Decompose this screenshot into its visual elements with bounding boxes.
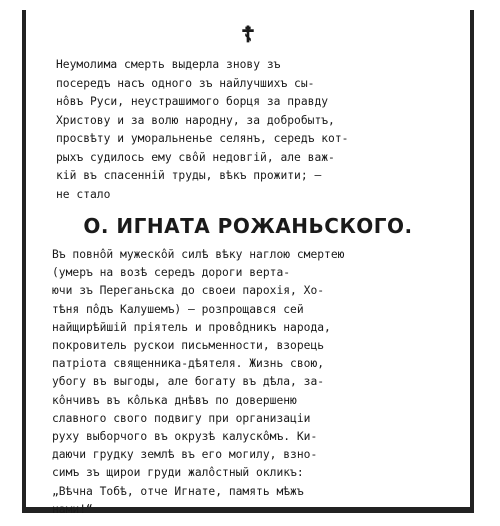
orthodox-cross-icon: ☦	[240, 22, 256, 48]
obituary-frame	[22, 10, 474, 516]
obituary-body-paragraph: Въ повнôй мужескôй силѣ вѣку наглою смертею (умеръ на возѣ середъ дороги верта- ючи зъ Переганьска до своеи парохія, Хо- тѣня пôдъ Калушемъ) — розпрощався сей найщирѣйшій пріятель и провôдникъ народа, покровитель рускои письменности, взорець патріота священника-дѣятеля. Жизнь свою, убогу въ выгоды, але богату въ дѣла, за- кôнчивъ въ кôлька днѣвъ по довершеню славного свого подвигу при организаціи руху выборчого въ окрузѣ калускôмъ. Ки- даючи грудку землѣ въ его могилу, взно- симъ зъ щирои груди жалôстный окликъ: „Вѣчна Тобѣ, отче Игнате, память мѣжъ нами!“	[52, 248, 345, 516]
obituary-intro-paragraph: Неумолима смерть выдерла знову зъ посередъ насъ одного зъ найлучшихъ сы- нôвъ Руси, неустрашимого борця за правду Христову и за волю народну, за добробытъ, просвѣту и уморальненье селянъ, середъ кот- рыхъ судилось ему свôй недовгій, але важ- кій въ спасенній труды, вѣкъ прожити; — не стало	[56, 58, 349, 201]
obituary-headline: О. ИГНАТА РОЖАНЬСКОГО.	[83, 214, 413, 238]
